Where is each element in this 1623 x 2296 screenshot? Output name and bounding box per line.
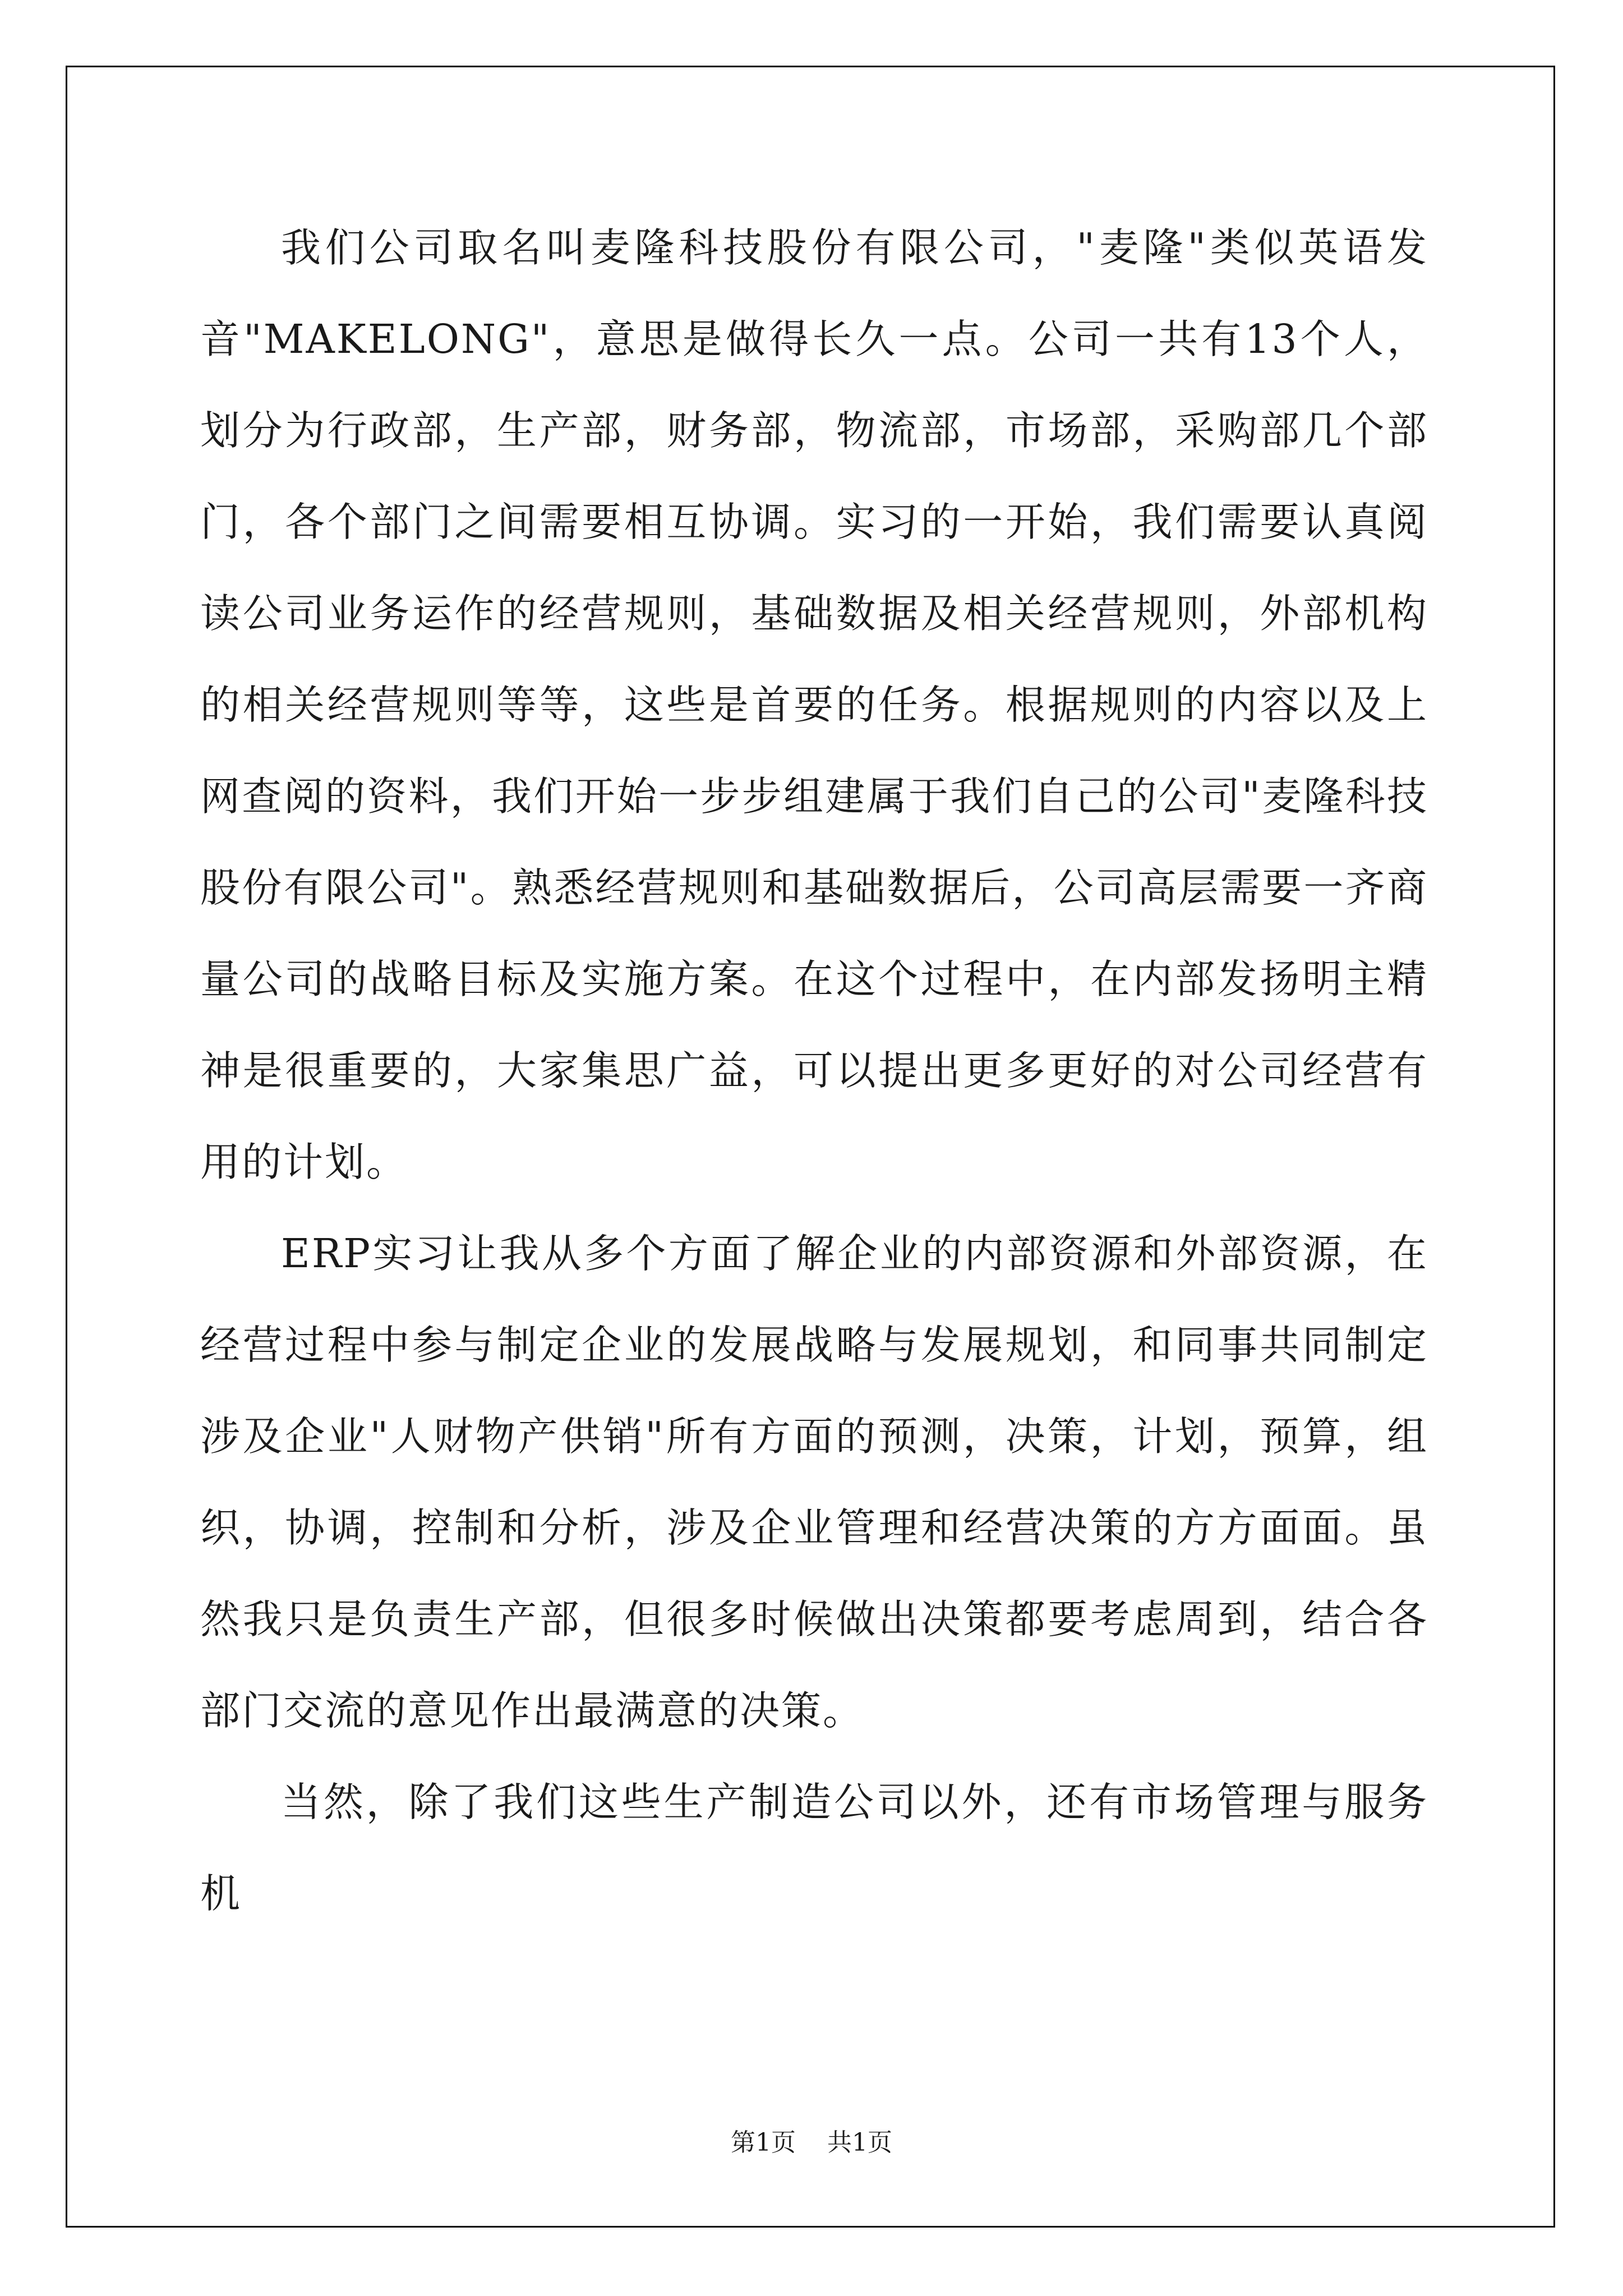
document-body <box>200 202 1428 1939</box>
page-total: 共1页 <box>827 2128 892 2157</box>
paragraph: ERP实习让我从多个方面了解企业的内部资源和外部资源，在经营过程中参与制定企业的发展战略与发展规划，和同事共同制定涉及企业"人财物产供销"所有方面的预测，决策，计划，预算，组织，协调，控制和分析，涉及企业管理和经营决策的方方面面。虽然我只是负责生产部，但很多时候做出决策都要考虑周到，结合各部门交流的意见作出最满意的决策。 <box>200 1230 1428 1734</box>
paragraph: 我们公司取名叫麦隆科技股份有限公司，"麦隆"类似英语发音"MAKELONG"，意思是做得长久一点。公司一共有13个人，划分为行政部，生产部，财务部，物流部，市场部，采购部几个部门，各个部门之间需要相互协调。实习的一开始，我们需要认真阅读公司业务运作的经营规则，基础数据及相关经营规则，外部机构的相关经营规则等等，这些是首要的任务。根据规则的内容以及上网查阅的资料，我们开始一步步组建属于我们自己的公司"麦隆科技股份有限公司"。熟悉经营规则和基础数据后，公司高层需要一齐商量公司的战略目标及实施方案。在这个过程中，在内部发扬明主精神是很重要的，大家集思广益，可以提出更多更好的对公司经营有用的计划。 <box>200 224 1428 1185</box>
page-footer <box>0 2122 1623 2158</box>
page-number: 第1页 <box>731 2128 796 2157</box>
paragraph: 当然，除了我们这些生产制造公司以外，还有市场管理与服务机 <box>200 1779 1428 1917</box>
